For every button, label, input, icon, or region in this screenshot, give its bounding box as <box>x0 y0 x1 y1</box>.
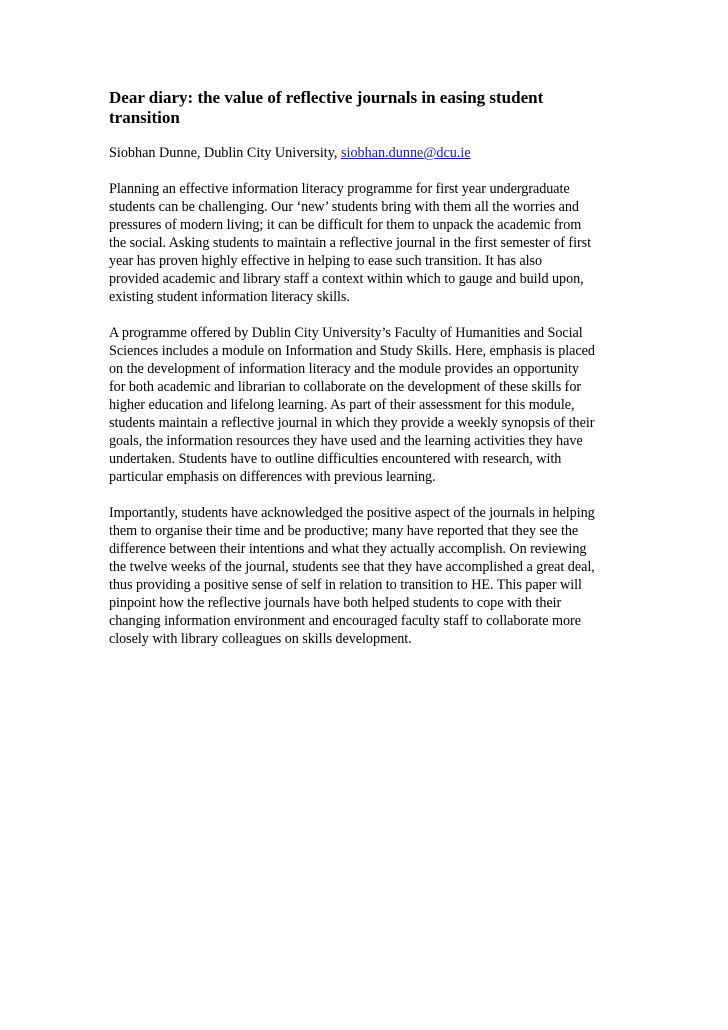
paragraph-line: for both academic and librarian to collaborate on the development of these skills for <box>109 379 582 395</box>
paragraph-line: A programme offered by Dublin City University’s Faculty of Humanities and Social <box>109 325 583 341</box>
title-line: transition <box>109 108 180 127</box>
title-line: Dear diary: the value of reflective journals in easing student <box>109 88 544 107</box>
paragraph-line: particular emphasis on differences with previous learning. <box>109 469 436 485</box>
paragraph-line: the social. Asking students to maintain a reflective journal in the first semester of first <box>109 235 592 251</box>
paragraph-programme <box>109 324 624 486</box>
author-email-link[interactable]: siobhan.dunne@dcu.ie <box>340 145 471 161</box>
paragraph-line: goals, the information resources they have used and the learning activities they have <box>109 433 583 449</box>
paragraph-line: provided academic and library staff a context within which to gauge and build upon, <box>109 271 584 287</box>
paragraph-line: Sciences includes a module on Information and Study Skills. Here, emphasis is placed <box>109 343 595 359</box>
paragraph-line: students maintain a reflective journal in which they provide a weekly synopsis of their <box>109 415 595 431</box>
author-line <box>109 144 624 162</box>
paragraph-line: higher education and lifelong learning. As part of their assessment for this module, <box>109 397 575 413</box>
paragraph-line: existing student information literacy skills. <box>109 289 350 305</box>
paragraph-line: changing information environment and encouraged faculty staff to collaborate more <box>109 613 581 629</box>
paragraph-line: Planning an effective information literacy programme for first year undergraduate <box>109 181 570 197</box>
paragraph-line: undertaken. Students have to outline difficulties encountered with research, with <box>109 451 562 467</box>
paragraph-line: pinpoint how the reflective journals have both helped students to cope with their <box>109 595 562 611</box>
paragraph-line: pressures of modern living; it can be difficult for them to unpack the academic from <box>109 217 582 233</box>
paragraph-line: them to organise their time and be productive; many have reported that they see the <box>109 523 579 539</box>
paragraph-line: closely with library colleagues on skills development. <box>109 631 412 647</box>
paragraph-outcomes <box>109 504 624 648</box>
paragraph-intro <box>109 180 624 306</box>
paragraph-line: the twelve weeks of the journal, students see that they have accomplished a great deal, <box>109 559 595 575</box>
paragraph-line: Importantly, students have acknowledged the positive aspect of the journals in helping <box>109 505 595 521</box>
paragraph-line: difference between their intentions and what they actually accomplish. On reviewing <box>109 541 587 557</box>
paragraph-line: on the development of information literacy and the module provides an opportunity <box>109 361 579 377</box>
author-affiliation: Siobhan Dunne, Dublin City University, <box>109 145 341 161</box>
document-body <box>109 88 624 666</box>
paragraph-line: thus providing a positive sense of self in relation to transition to HE. This paper will <box>109 577 582 593</box>
paragraph-line: year has proven highly effective in helping to ease such transition. It has also <box>109 253 543 269</box>
paragraph-line: students can be challenging. Our ‘new’ students bring with them all the worries and <box>109 199 579 215</box>
document-title <box>109 88 624 128</box>
